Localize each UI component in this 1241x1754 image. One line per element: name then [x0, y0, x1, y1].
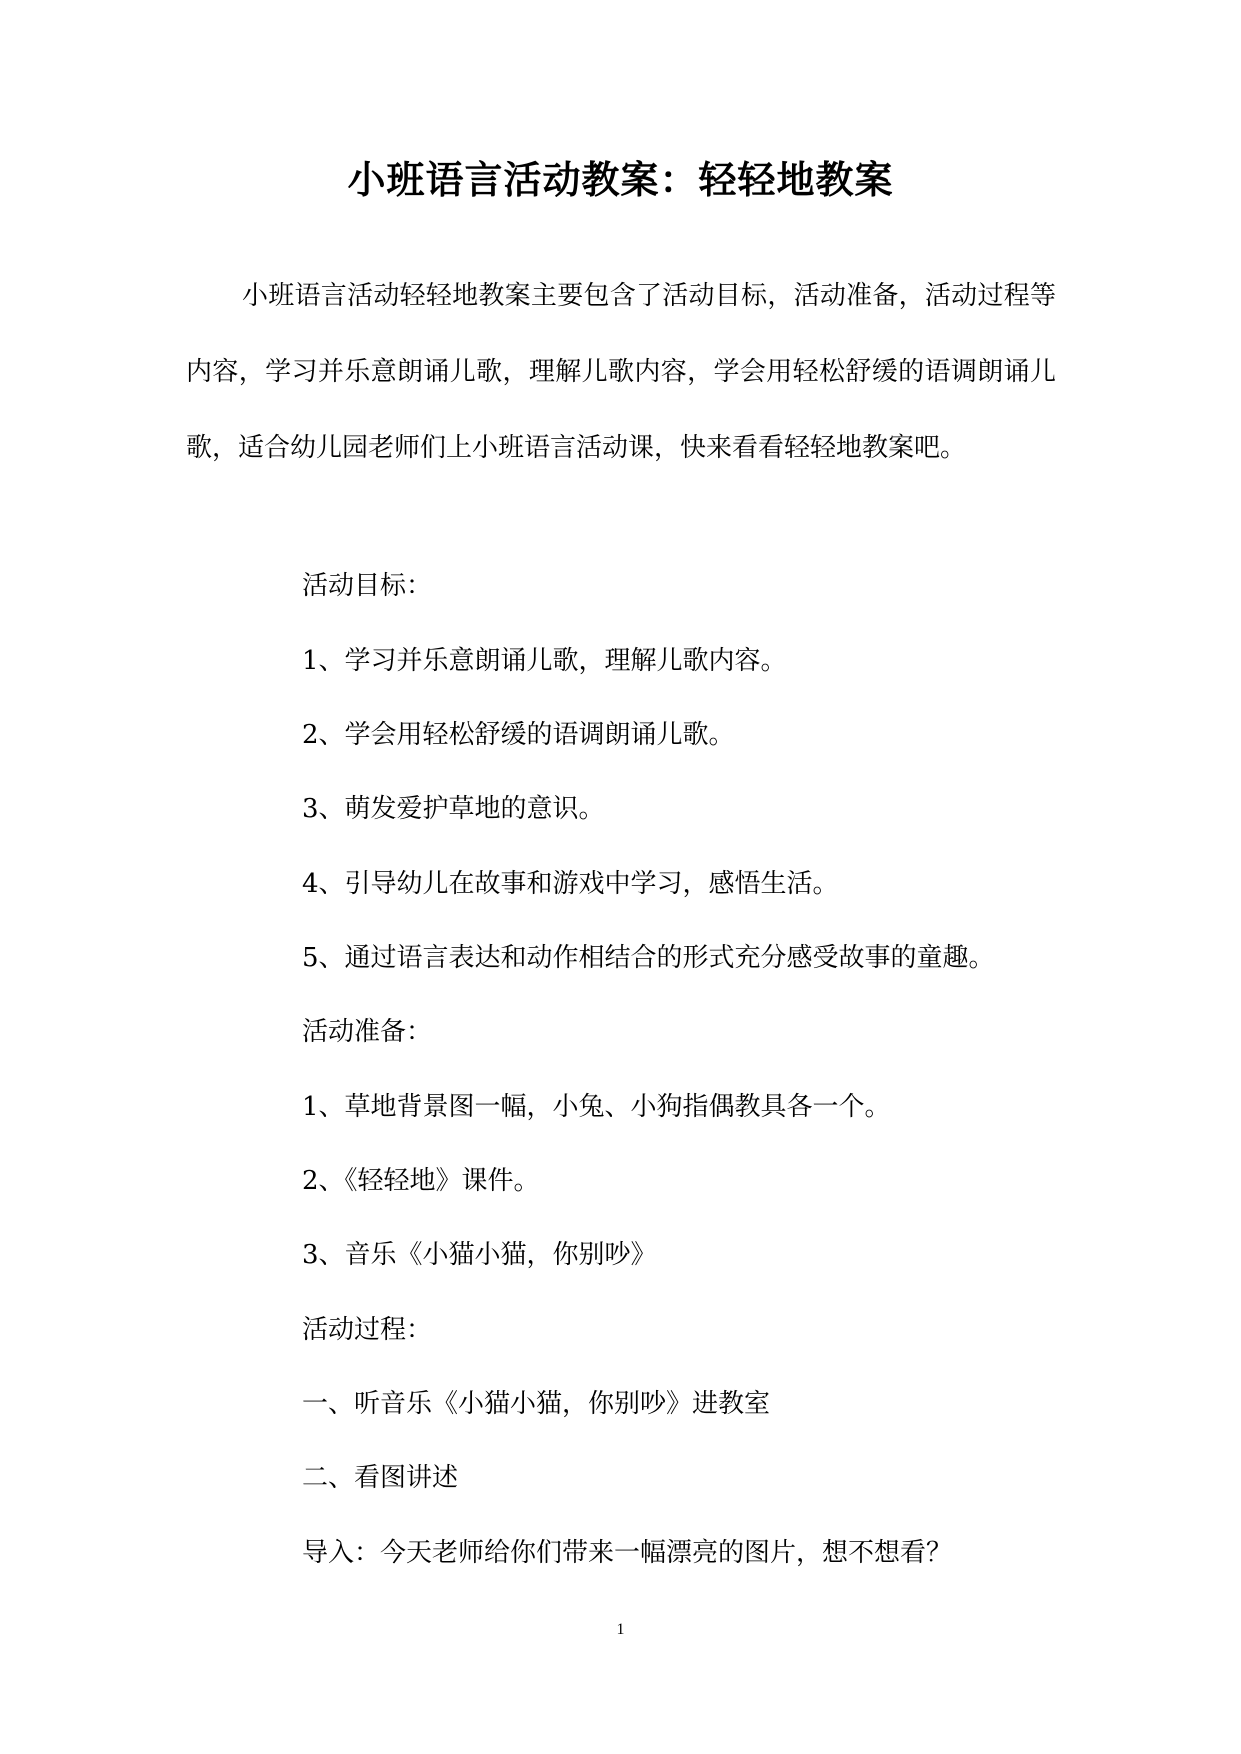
goal-item-2: 2、学会用轻松舒缓的语调朗诵儿歌。 — [302, 720, 735, 750]
section-heading-process: 活动过程： — [302, 1315, 433, 1345]
page-number: 1 — [616, 1621, 625, 1638]
preparation-item-2: 2、《轻轻地》课件。 — [302, 1166, 540, 1196]
process-step-1: 一、听音乐《小猫小猫，你别吵》进教室 — [302, 1389, 771, 1419]
goal-item-4: 4、引导幼儿在故事和游戏中学习，感悟生活。 — [302, 869, 839, 899]
preparation-item-3: 3、音乐《小猫小猫，你别吵》 — [302, 1240, 657, 1270]
goal-item-1: 1、学习并乐意朗诵儿歌，理解儿歌内容。 — [302, 646, 787, 676]
intro-paragraph: 小班语言活动轻轻地教案主要包含了活动目标，活动准备，活动过程等内容，学习并乐意朗诵儿歌，理解儿歌内容，学会用轻松舒缓的语调朗诵儿歌，适合幼儿园老师们上小班语言活动课，快来看看轻轻地教案吧。 — [186, 281, 1056, 463]
section-heading-goals: 活动目标： — [302, 571, 433, 601]
process-step-2: 二、看图讲述 — [302, 1463, 459, 1493]
process-intro-question: 导入：今天老师给你们带来一幅漂亮的图片，想不想看？ — [302, 1538, 953, 1568]
preparation-item-1: 1、草地背景图一幅，小兔、小狗指偶教具各一个。 — [302, 1092, 891, 1122]
goal-item-5: 5、通过语言表达和动作相结合的形式充分感受故事的童趣。 — [302, 943, 995, 973]
document-title: 小班语言活动教案：轻轻地教案 — [347, 157, 894, 202]
section-heading-preparation: 活动准备： — [302, 1017, 433, 1047]
goal-item-3: 3、萌发爱护草地的意识。 — [302, 794, 605, 824]
